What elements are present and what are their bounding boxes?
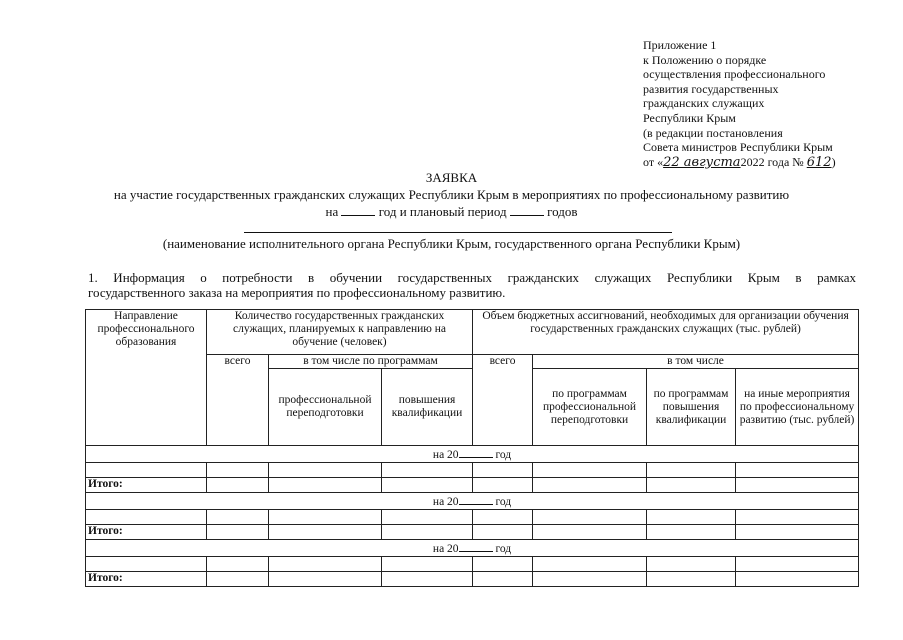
- header-direction: Направление профессионального образования: [86, 310, 207, 446]
- total-label: Итого:: [86, 572, 207, 587]
- request-table: [85, 309, 859, 587]
- appendix-line: Совета министров Республики Крым: [643, 140, 833, 155]
- date-middle: 2022 года №: [740, 154, 804, 169]
- year-suffix: год: [495, 449, 512, 461]
- appendix-line: к Положению о порядке: [643, 52, 767, 67]
- header-retraining: профессиональной переподготовки: [269, 369, 382, 446]
- year-row: [86, 446, 859, 463]
- header-count: Количество государственных гражданских служащих, планируемых к направлению на обучение (человек): [207, 310, 473, 355]
- header-budget: Объем бюджетных ассигнований, необходимых для организации обучения государственных гражданских служащих (тыс. рублей): [473, 310, 859, 355]
- handwritten-date: 22 августа: [663, 154, 741, 170]
- appendix-line: Республики Крым: [643, 110, 736, 125]
- period-middle: год и плановый период: [378, 204, 507, 219]
- header-budget-other: на иные мероприятия по профессиональному развитию (тыс. рублей): [736, 369, 859, 446]
- year-row: [86, 540, 859, 557]
- header-total-count: всего: [207, 355, 269, 446]
- date-prefix: от «: [643, 154, 664, 169]
- year-suffix: год: [495, 496, 512, 508]
- appendix-line: осуществления профессионального: [643, 67, 826, 82]
- period-line: [0, 204, 903, 220]
- appendix-line: развития государственных: [643, 81, 779, 96]
- document-title: ЗАЯВКА: [425, 170, 478, 185]
- table-row: [86, 557, 859, 572]
- total-row: [86, 525, 859, 540]
- handwritten-number: 612: [806, 154, 832, 170]
- header-incl: в том числе: [533, 355, 859, 369]
- period-suffix: годов: [547, 204, 578, 219]
- year-blank: [341, 204, 375, 216]
- year-suffix: год: [495, 543, 512, 555]
- year-prefix: на 20: [432, 496, 459, 508]
- year-blank: [459, 540, 493, 552]
- date-suffix: ): [831, 154, 836, 169]
- section-heading: [88, 270, 856, 300]
- year-prefix: на 20: [432, 543, 459, 555]
- year-blank: [459, 446, 493, 458]
- org-caption: (наименование исполнительного органа Республики Крым, государственного органа Республики Крым): [162, 236, 741, 251]
- years-blank: [510, 204, 544, 216]
- total-label: Итого:: [86, 525, 207, 540]
- table-row: [86, 463, 859, 478]
- header-budget-qualification: по программам повышения квалификации: [647, 369, 736, 446]
- section-line-1: 1. Информация о потребности в обучении государственных гражданских служащих Республики Крым в рамках: [88, 270, 856, 285]
- appendix-line: Приложение 1: [643, 38, 717, 52]
- appendix-line: гражданских служащих: [643, 96, 765, 111]
- header-qualification: повышения квалификации: [382, 369, 473, 446]
- appendix-date-line: [643, 155, 883, 171]
- appendix-block: [643, 38, 883, 170]
- total-row: [86, 572, 859, 587]
- org-name-line: [244, 232, 672, 233]
- year-row: [86, 493, 859, 510]
- total-row: [86, 478, 859, 493]
- document-subtitle: на участие государственных гражданских служащих Республики Крым в мероприятиях по профессиональному развитию: [113, 187, 790, 202]
- period-prefix: на: [325, 204, 339, 219]
- year-prefix: на 20: [432, 449, 459, 461]
- header-incl-programs: в том числе по программам: [269, 355, 473, 369]
- table-row: [86, 510, 859, 525]
- total-label: Итого:: [86, 478, 207, 493]
- header-total-budget: всего: [473, 355, 533, 446]
- header-budget-retraining: по программам профессиональной переподготовки: [533, 369, 647, 446]
- section-line-2: государственного заказа на мероприятия по профессиональному развитию.: [88, 285, 506, 300]
- year-blank: [459, 493, 493, 505]
- appendix-line: (в редакции постановления: [643, 125, 783, 140]
